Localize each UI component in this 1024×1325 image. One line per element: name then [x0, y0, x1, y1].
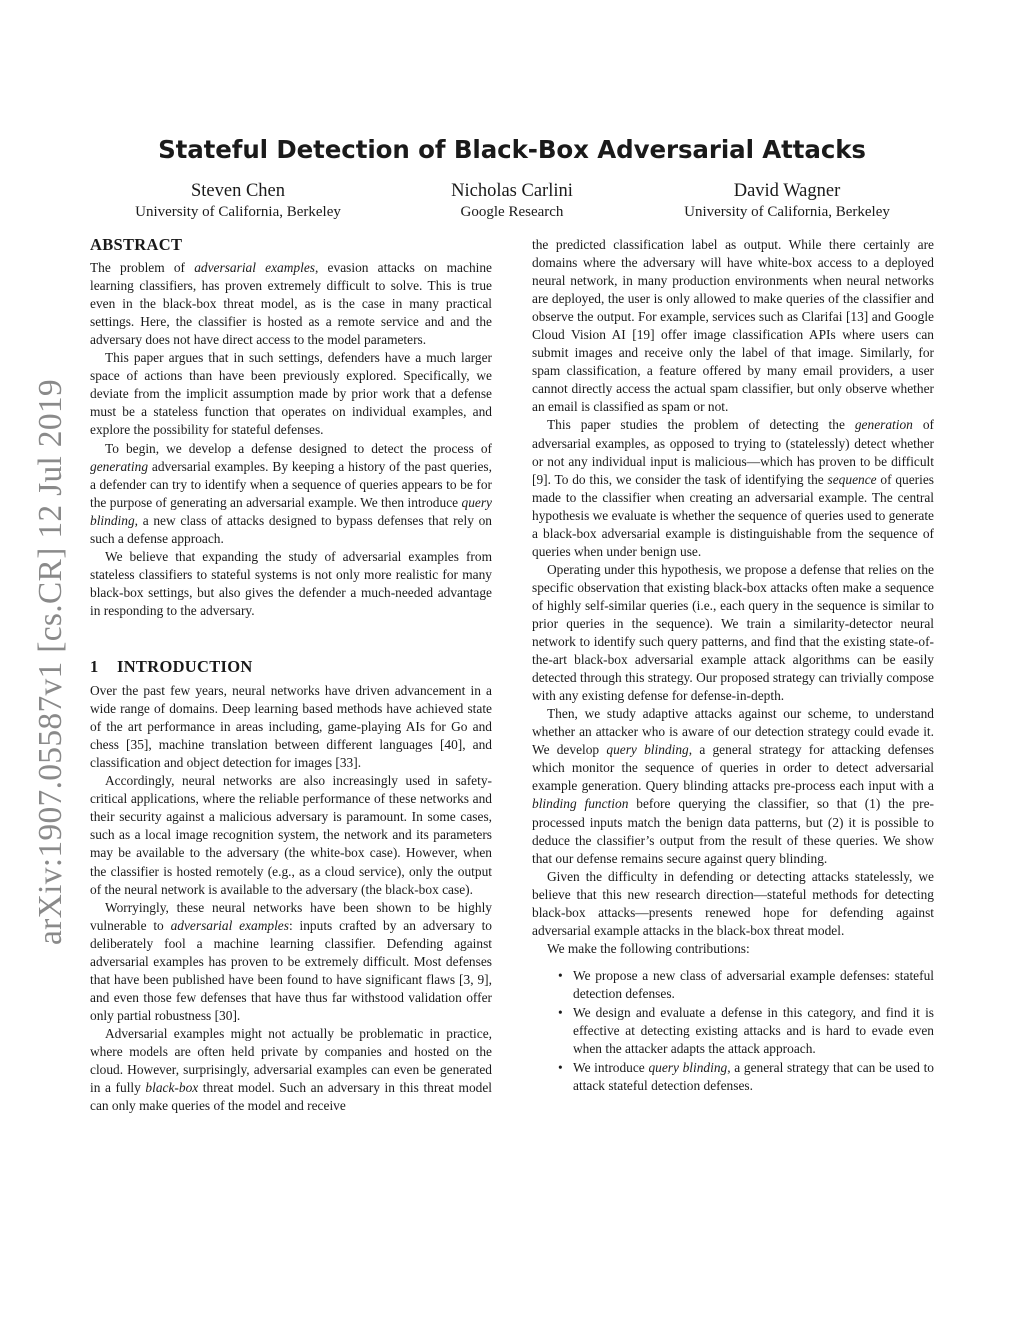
abstract-paragraph: This paper argues that in such settings, defenders have a much larger space of actions than have been previously explored. Specifically, we deviate from the implicit assumption made by prior work that a defense must be a stateless function that operates on individual examples, and explore the possibility for stateful defenses. — [90, 350, 492, 438]
left-column — [90, 236, 492, 1115]
contributions-list — [532, 967, 934, 1095]
author-affiliation: Google Research — [460, 204, 564, 220]
list-item: • We introduce query blinding, a general strategy that can be used to attack stateful detection defenses. — [558, 1060, 934, 1094]
body-paragraph: Over the past few years, neural networks have driven advancement in a wide range of domains. Deep learning based methods have achieved state of the art performance in areas including, game-playing AIs for Go and chess [35], machine translation between different languages [40], and classification and object detection for images [33]. — [90, 683, 492, 771]
paper-title: Stateful Detection of Black-Box Adversarial Attacks — [158, 135, 866, 164]
right-column — [532, 236, 934, 1096]
abstract-paragraph: We believe that expanding the study of adversarial examples from stateless classifiers to stateful systems is not only more realistic for many black-box settings, but also gives the defender a much-needed advantage in responding to the adversary. — [90, 548, 492, 618]
section-title: INTRODUCTION — [117, 656, 253, 676]
author — [637, 180, 937, 222]
bullet-icon: • — [558, 1004, 563, 1020]
body-paragraph: Adversarial examples might not actually be problematic in practice, where models are often held private by companies and hosted on the cloud. However, surprisingly, adversarial examples can even be generated in a fully black-box threat model. Such an adversary in this threat model can only make queries of the model and receive — [90, 1025, 492, 1114]
body-paragraph: This paper studies the problem of detecting the generation of adversarial examples, as opposed to trying to (statelessly) detect whether or not any individual input is malicious—which has proven to be difficult [9]. To do this, we consider the task of identifying the sequence of queries made to the classifier when creating an adversarial example. The central hypothesis we evaluate is whether the sequence of queries used to generate a black-box adversarial example is distinguishable from the sequence of queries when under benign use. — [532, 417, 934, 559]
bullet-icon: • — [558, 1060, 563, 1076]
author-name: Steven Chen — [190, 181, 286, 201]
section-number: 1 — [90, 656, 99, 676]
bullet-icon: • — [558, 967, 563, 983]
abstract-paragraph: The problem of adversarial examples, evasion attacks on machine learning classifiers, has proven extremely difficult to solve. This is true even in the black-box threat model, as is the case in many practical settings. Here, the classifier is hosted as a remote service and and the adversary does not have direct access to the model parameters. — [90, 260, 492, 348]
abstract-paragraph: To begin, we develop a defense designed to detect the process of generating adversarial examples. By keeping a history of the past queries, a defender can try to identify when a sequence of queries appears to be for the purpose of generating an adversarial example. We then introduce query blinding, a new class of attacks designed to bypass defenses that rely on such a defense approach. — [90, 440, 492, 546]
author-name: Nicholas Carlini — [451, 181, 573, 201]
author-affiliation: University of California, Berkeley — [135, 204, 341, 220]
body-paragraph: the predicted classification label as output. While there certainly are domains where the adversary will have white-box access to a deployed neural network, in many production environments when neural networks are deployed, the user is only allowed to make queries of the classifier and observe the output. For example, services such as Clarifai [13] and Google Cloud Vision AI [19] offer image classification APIs where users can submit images and receive only the label of that image. Similarly, for spam classification, a feature offered by many email providers, a user cannot directly access the actual spam classifier, but only observe whether an email is classified as spam or not. — [532, 237, 934, 415]
abstract-heading: ABSTRACT — [90, 235, 183, 254]
list-item: • We design and evaluate a defense in this category, and find it is effective at detecting existing attacks and is hard to evade even when the attacker adapts the attack approach. — [558, 1004, 934, 1057]
body-paragraph: Worryingly, these neural networks have been shown to be highly vulnerable to adversarial examples: inputs crafted by an adversary to deliberately fool a machine learning classifier. Defending against adversarial examples has proven to be extremely difficult. Most defenses that have been published have been found to have significant flaws [3, 9], and even those few defenses that have thus far withstood validation offer only partial robustness [30]. — [90, 899, 493, 1023]
author-affiliation: University of California, Berkeley — [684, 204, 890, 220]
body-paragraph: Operating under this hypothesis, we propose a defense that relies on the specific observation that existing black-box attacks often make a sequence of highly self-similar queries (i.e., each query in the sequence is similar to prior queries in the sequence). We train a similarity-detector neural network to identify such query patterns, and find that the existing state-of-the-art black-box adversarial example attack algorithms can be easily detected through this strategy. Our proposed strategy can trivially compose with any existing defense for defense-in-depth. — [532, 561, 934, 704]
body-paragraph: Then, we study adaptive attacks against our scheme, to understand whether an attacker who is aware of our detection strategy could evade it. We develop query blinding, a general strategy for attacking defenses which monitor the sequence of queries in order to detect adversarial example generation. Query blinding attacks pre-process each input with a blinding function before querying the classifier, so that (1) the pre-processed inputs match the benign data patterns, but (2) it is possible to deduce the classifier’s output from the result of these queries. We show that our defense remains secure against query blinding. — [532, 706, 934, 866]
author — [88, 180, 388, 222]
author-name: David Wagner — [733, 181, 841, 201]
body-paragraph: Given the difficulty in defending or detecting attacks statelessly, we believe that this new research direction—stateful methods for detecting black-box attacks—presents renewed hope for defending against adversarial example attacks in the black-box threat model. — [532, 868, 934, 938]
body-paragraph: We make the following contributions: — [547, 940, 750, 956]
section-heading — [90, 658, 492, 676]
list-item: • We propose a new class of adversarial example defenses: stateful detection defenses. — [558, 967, 934, 1001]
body-paragraph: Accordingly, neural networks are also increasingly used in safety-critical applications, where the reliable performance of these networks and their security against a malicious adversary is paramount. In some cases, such as a local image recognition system, the network and its parameters may be available to the adversary (the white-box case). However, when the classifier is hosted remotely (e.g., as a cloud service), only the output of the neural network is available to the adversary (the black-box case). — [90, 773, 492, 897]
author — [362, 180, 662, 222]
arxiv-identifier: arXiv:1907.05587v1 [cs.CR] 12 Jul 2019 — [32, 379, 69, 945]
